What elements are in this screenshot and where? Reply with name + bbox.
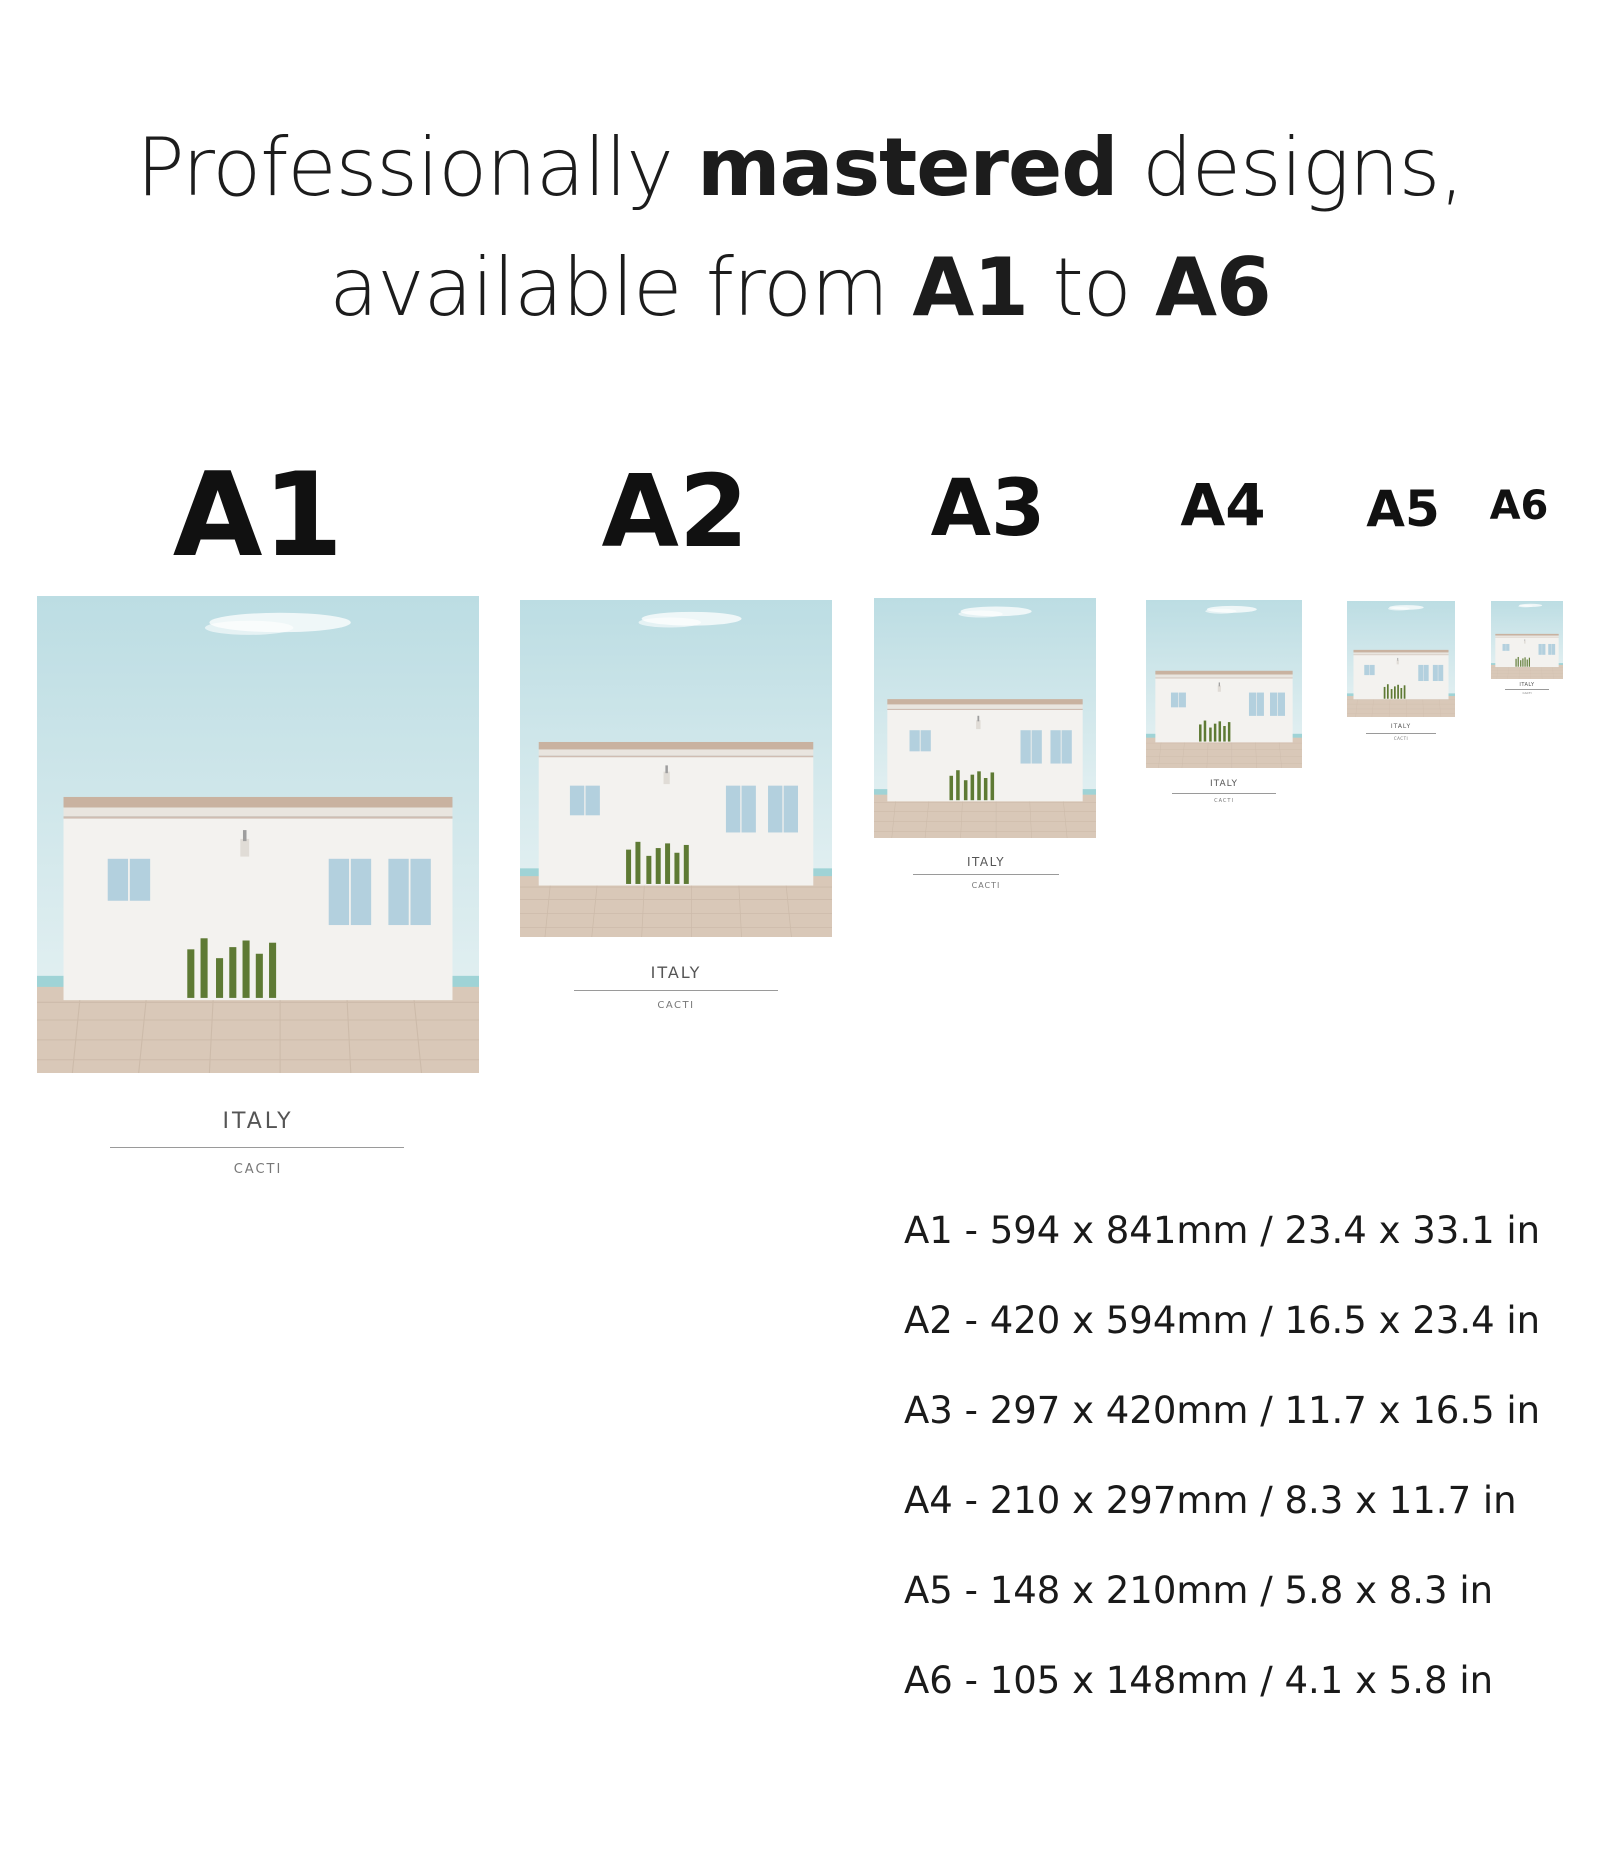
headline-segment: to (1027, 241, 1156, 334)
headline-line-2 (0, 241, 1600, 334)
caption-divider-a1 (110, 1147, 404, 1148)
caption-sub-a2: CACTI (657, 1000, 695, 1011)
caption-sub-a1: CACTI (233, 1162, 283, 1177)
spec-a5: A5 - 148 x 210mm / 5.8 x 8.3 in (904, 1569, 1494, 1612)
caption-divider-a3 (913, 874, 1059, 875)
headline-line-1 (0, 121, 1600, 214)
size-label-a3: A3 (930, 464, 1046, 554)
spec-a6: A6 - 105 x 148mm / 4.1 x 5.8 in (904, 1659, 1494, 1702)
headline-segment: mastered (697, 121, 1118, 214)
caption-title-a4: ITALY (1210, 779, 1238, 789)
poster-a4-image (1146, 600, 1302, 768)
poster-a6-image (1491, 601, 1563, 679)
spec-a3: A3 - 297 x 420mm / 11.7 x 16.5 in (904, 1389, 1541, 1432)
size-label-a5: A5 (1366, 480, 1440, 538)
size-label-a4: A4 (1180, 471, 1266, 539)
size-label-a2: A2 (601, 453, 749, 570)
caption-sub-a6: CACTI (1522, 691, 1532, 695)
size-label-a1: A1 (172, 448, 344, 583)
headline-segment: available from (329, 241, 913, 334)
caption-divider-a2 (574, 990, 778, 991)
headline-segment: Professionally (136, 121, 698, 214)
caption-divider-a4 (1172, 793, 1276, 794)
headline-segment: designs, (1117, 121, 1464, 214)
caption-divider-a6 (1505, 689, 1549, 690)
caption-title-a5: ITALY (1390, 723, 1412, 730)
caption-title-a3: ITALY (966, 855, 1006, 869)
size-label-a6: A6 (1489, 483, 1549, 529)
headline-segment: A1 (912, 241, 1028, 334)
headline-segment: A6 (1155, 241, 1271, 334)
caption-divider-a5 (1366, 733, 1436, 734)
caption-title-a2: ITALY (650, 963, 702, 982)
caption-title-a1: ITALY (222, 1109, 294, 1134)
spec-a2: A2 - 420 x 594mm / 16.5 x 23.4 in (904, 1299, 1541, 1342)
caption-sub-a4: CACTI (1214, 798, 1234, 804)
size-spec-list (904, 1209, 1541, 1752)
spec-a1: A1 - 594 x 841mm / 23.4 x 33.1 in (904, 1209, 1541, 1252)
caption-sub-a3: CACTI (971, 881, 1001, 890)
poster-a1-image (37, 596, 479, 1073)
caption-title-a6: ITALY (1519, 682, 1535, 688)
poster-a3-image (874, 598, 1096, 838)
poster-a2-image (520, 600, 832, 937)
caption-sub-a5: CACTI (1393, 736, 1409, 741)
poster-a5-image (1347, 601, 1455, 717)
spec-a4: A4 - 210 x 297mm / 8.3 x 11.7 in (904, 1479, 1517, 1522)
